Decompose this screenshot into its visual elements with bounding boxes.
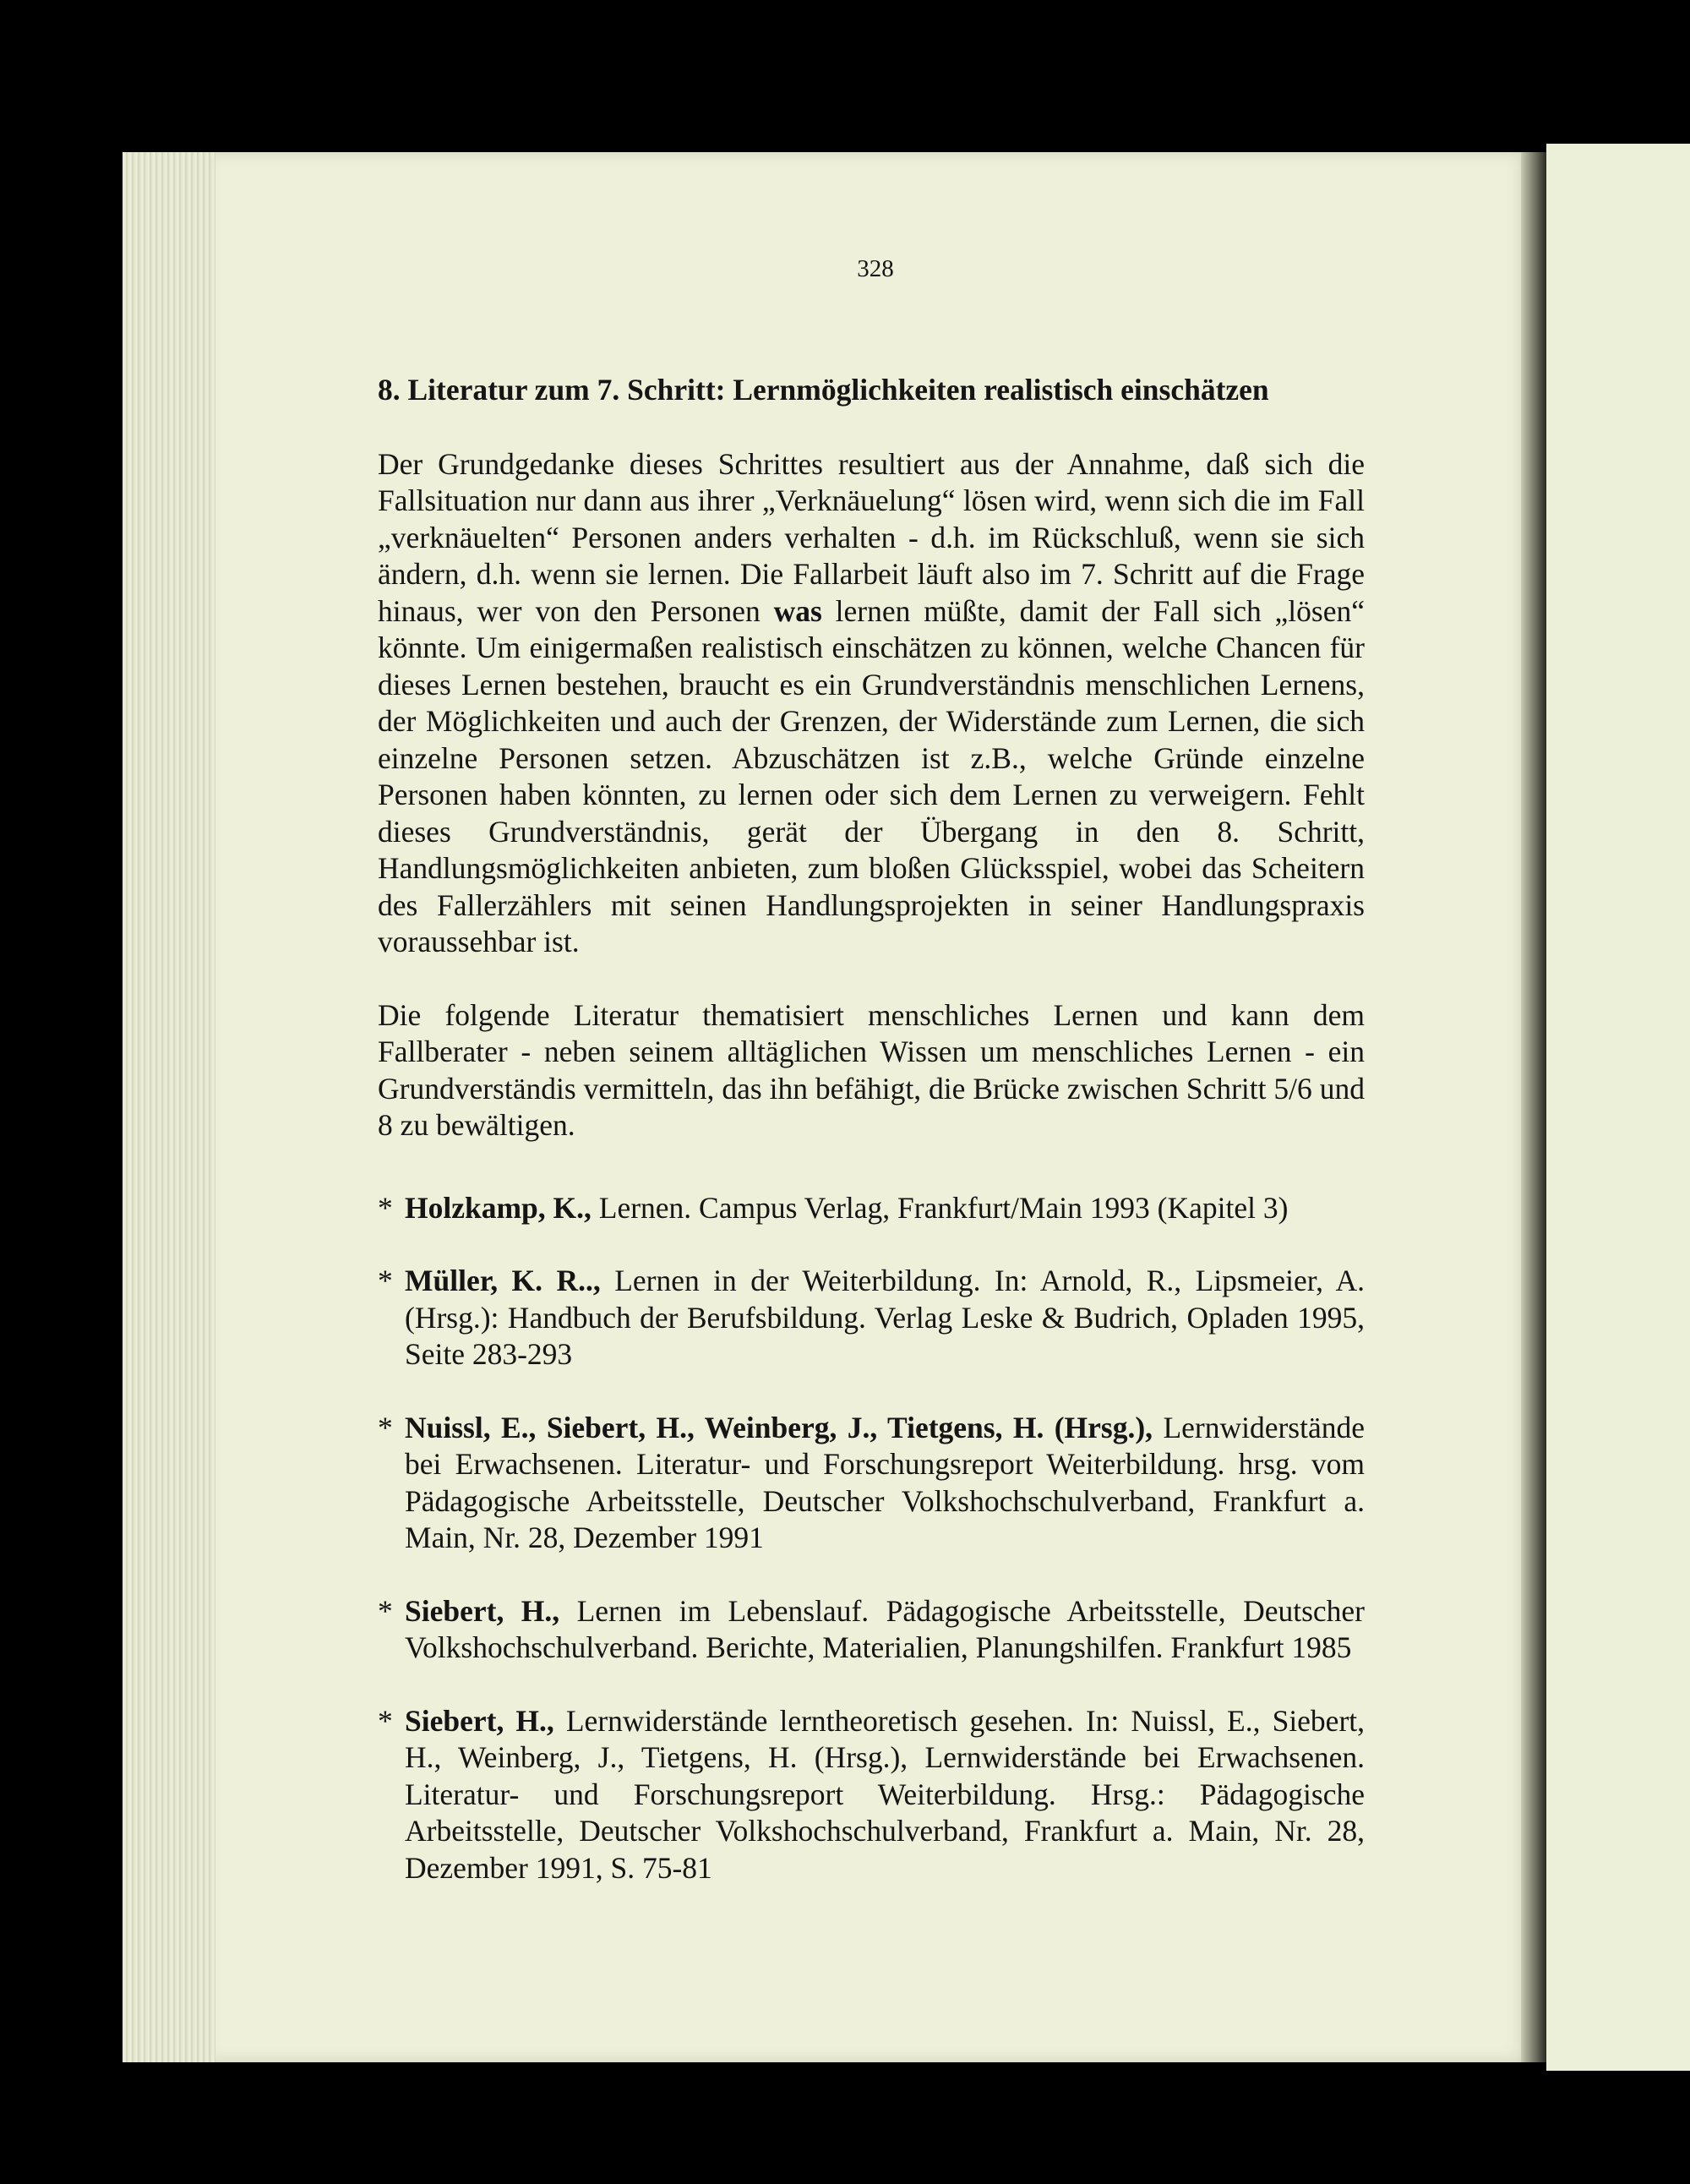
- reference-item: [378, 1190, 1365, 1227]
- literature-intro-paragraph: Die folgende Literatur thematisiert menschliches Lernen und kann dem Fallberater - neben seinem alltäglichen Wissen um menschliches Lernen - ein Grundverständis vermitteln, das ihn befähigt, die Brücke zwischen Schritt 5/6 und 8 zu bewältigen.: [378, 997, 1365, 1142]
- reference-marker: *: [378, 1410, 393, 1444]
- page-content: [378, 254, 1365, 1923]
- reference-author: Siebert, H.,: [405, 1593, 560, 1628]
- reference-text: Lernen im Lebenslauf. Pädagogische Arbeitsstelle, Deutscher Volkshochschulverband. Berichte, Materialien, Planungshilfen. Frankfurt 1985: [405, 1593, 1365, 1664]
- reference-marker: *: [378, 1264, 393, 1297]
- reference-marker: *: [378, 1190, 393, 1225]
- book-gutter: [1521, 152, 1546, 2062]
- section-heading: 8. Literatur zum 7. Schritt: Lernmöglichkeiten realistisch einschätzen: [378, 373, 1269, 407]
- reference-marker: *: [378, 1593, 393, 1628]
- facing-page: [1546, 144, 1690, 2071]
- reference-author: Nuissl, E., Siebert, H., Weinberg, J., Tietgens, H. (Hrsg.),: [405, 1410, 1153, 1444]
- reference-list: [378, 1190, 1365, 1887]
- reference-item: [378, 1263, 1365, 1373]
- page-number: 328: [857, 255, 894, 282]
- intro-emphasis: was: [773, 593, 822, 628]
- intro-paragraph: [378, 446, 1365, 961]
- reference-author: Müller, K. R..,: [405, 1264, 601, 1297]
- reference-marker: *: [378, 1703, 393, 1738]
- reference-item: [378, 1703, 1365, 1887]
- intro-text-end: lernen müßte, damit der Fall sich „lösen“ könnte. Um einigermaßen realistisch einschätzen zu können, welche Chancen für dieses Lernen bestehen, braucht es ein Grundverständnis menschlichen Lernens, der Möglichkeiten und auch der Grenzen, der Widerstände zum Lernen, die sich einzelne Personen setzen. Abzuschätzen ist z.B., welche Gründe einzelne Personen haben könnten, zu lernen oder sich dem Lernen zu verweigern. Fehlt dieses Grundverständnis, gerät der Übergang in den 8. Schritt, Handlungsmöglichkeiten anbieten, zum bloßen Glücksspiel, wobei das Scheitern des Fallerzählers mit seinen Handlungsprojekten in seiner Handlungspraxis voraussehbar ist.: [378, 593, 1366, 958]
- reference-text: Lernen in der Weiterbildung. In: Arnold, R., Lipsmeier, A. (Hrsg.): Handbuch der Berufsbildung. Verlag Leske & Budrich, Opladen 1995, Seite 283-293: [405, 1264, 1365, 1371]
- intro-text-start: Der Grundgedanke dieses Schrittes resultiert aus der Annahme, daß sich die Fallsituation nur dann aus ihrer „Verknäuelung“ lösen wird, wenn sich die im Fall „verknäuelten“ Personen anders verhalten - d.h. im Rückschluß, wenn sie sich ändern, d.h. wenn sie lernen. Die Fallarbeit läuft also im 7. Schritt auf die Frage hinaus, wer von den Personen: [378, 446, 1365, 628]
- reference-item: [378, 1410, 1365, 1557]
- reference-author: Siebert, H.,: [405, 1703, 554, 1738]
- reference-author: Holzkamp, K.,: [405, 1190, 592, 1225]
- reference-item: [378, 1593, 1365, 1667]
- reference-text: Lernen. Campus Verlag, Frankfurt/Main 1993 (Kapitel 3): [598, 1190, 1289, 1225]
- reference-text: Lernwiderstände bei Erwachsenen. Literatur- und Forschungsreport Weiterbildung. hrsg. vom Pädagogische Arbeitsstelle, Deutscher Volkshochschulverband, Frankfurt a. Main, Nr. 28, Dezember 1991: [405, 1410, 1365, 1554]
- reference-text: Lernwiderstände lerntheoretisch gesehen. In: Nuissl, E., Siebert, H., Weinberg, J., Tietgens, H. (Hrsg.), Lernwiderstände bei Erwachsenen. Literatur- und Forschungsreport Weiterbildung. Hrsg.: Pädagogische Arbeitsstelle, Deutscher Volkshochschulverband, Frankfurt a. Main, Nr. 28, Dezember 1991, S. 75-81: [405, 1703, 1365, 1885]
